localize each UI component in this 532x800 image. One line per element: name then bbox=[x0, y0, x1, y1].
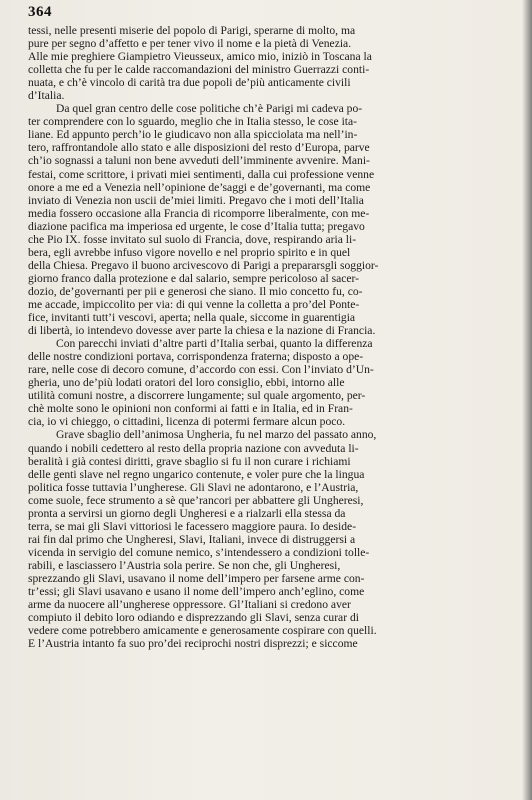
text-line: terra, se mai gli Slavi vittoriosi le facessero maggiore paura. Io deside- bbox=[28, 519, 357, 533]
text-line: fice, invitanti tutt’i vescovi, aperta; nella quale, siccome in guarentigia bbox=[28, 311, 356, 325]
text-line: d’Italia. bbox=[28, 89, 65, 103]
text-line: onore a me ed a Venezia nell’opinione de’saggi e de’governanti, ma come bbox=[28, 180, 371, 194]
text-line: Con parecchi inviati d’altre parti d’Italia serbai, quanto la differenza bbox=[56, 337, 373, 351]
text-line: tr’essi; gli Slavi usavano e usano il nome dell’impero anch’eglino, come bbox=[28, 585, 365, 599]
text-line: gheria, uno de’più lodati oratori del loro consiglio, ebbi, intorno alle bbox=[28, 376, 345, 390]
text-line: rabili, e lasciassero l’Austria sola perire. Se non che, gli Ungheresi, bbox=[28, 558, 341, 572]
text-line: chè molte sono le opinioni non conformi ai fatti e in Italia, ed in Fran- bbox=[28, 402, 353, 416]
text-line: di libertà, io intendevo dovesse aver parte la chiesa e la nazione di Francia. bbox=[28, 324, 376, 338]
text-line: cia, io vi chieggo, o cittadini, licenza di potermi fermare alcun poco. bbox=[28, 415, 346, 429]
text-line: nuata, e ch’è vincolo di carità tra due popoli de’più anticamente civili bbox=[28, 76, 351, 90]
text-line: della Chiesa. Pregavo il buono arcivescovo di Parigi a prepararsgli soggior- bbox=[28, 258, 379, 272]
text-line: vedere come potrebbero amicamente e generosamente cospirare con quelli. bbox=[28, 624, 377, 638]
text-line: Da quel gran centro delle cose politiche ch’è Parigi mi cadeva po- bbox=[56, 102, 363, 116]
text-line: media fossero occasione alla Francia di ricomporre liberalmente, con me- bbox=[28, 206, 370, 220]
text-line: colletta che fu per le calde raccomandazioni del ministro Guerrazzi conti- bbox=[28, 63, 370, 77]
page-number: 364 bbox=[28, 4, 52, 20]
text-line: inviato di Venezia non uscii de’miei limiti. Pregavo che i moti dell’Italia bbox=[28, 193, 364, 207]
text-line: diazione pacifica ma imperiosa ed urgente, le cose d’Italia tutta; pregavo bbox=[28, 219, 365, 233]
text-line: liane. Ed appunto perch’io le giudicavo non alla spicciolata ma nell’in- bbox=[28, 128, 358, 142]
page-text bbox=[28, 6, 504, 650]
text-line: arme da nuocere all’ungherese oppressore. Gl’Italiani si credono aver bbox=[28, 598, 351, 612]
text-line: rai fin dal primo che Ungheresi, Slavi, Italiani, invece di distruggersi a bbox=[28, 532, 356, 546]
text-line: pronta a servirsi un giorno degli Ungheresi e a rialzarli ella stessa da bbox=[28, 506, 346, 520]
text-line: compiuto il debito loro odiando e disprezzando gli Slavi, senza curar di bbox=[28, 611, 359, 625]
text-line: vicenda in servigio del comune nemico, s’intendessero a condizioni tolle- bbox=[28, 545, 370, 559]
page-gutter-shadow bbox=[522, 0, 532, 800]
text-line: come suole, fece strumento a sè que’rancori per abbattere gli Ungheresi, bbox=[28, 493, 364, 507]
text-line: delle nostre condizioni portava, corrispondenza fraterna; disposto a ope- bbox=[28, 350, 364, 364]
text-line: Alle mie preghiere Giampietro Vieusseux, amico mio, iniziò in Toscana la bbox=[28, 50, 372, 64]
text-line: delle genti slave nel regno ungarico contenute, e voler pure che la lingua bbox=[28, 467, 365, 481]
text-line: politica fosse tuttavia l’ungherese. Gli Slavi ne adontarono, e l’Austria, bbox=[28, 480, 359, 494]
text-line: E l’Austria intanto fa suo pro’dei reciprochi nostri disprezzi; e siccome bbox=[28, 637, 358, 651]
text-line: utilità comuni nostre, a discorrere lungamente; sul quale argomento, per- bbox=[28, 389, 366, 403]
text-line: rare, nelle cose di decoro comune, d’accordo con essi. Con l’inviato d’Un- bbox=[28, 363, 374, 377]
text-line: beralità i già contesi diritti, grave sbaglio si fu il non curare i richiami bbox=[28, 454, 351, 468]
text-line: giorno franco dalla protezione e dal salario, sempre pericoloso al sacer- bbox=[28, 271, 360, 285]
text-line: Grave sbaglio dell’animosa Ungheria, fu nel marzo del passato anno, bbox=[56, 428, 377, 442]
text-line: pure per segno d’affetto e per tener vivo il nome e la pietà di Venezia. bbox=[28, 37, 352, 51]
text-line: bera, egli avrebbe infuso vigore novello e nel proprio spirito e in quel bbox=[28, 245, 351, 259]
text-line: tero, raffrontandole allo stato e alle disposizioni del resto d’Europa, parve bbox=[28, 141, 370, 155]
text-line: sprezzando gli Slavi, usavano il nome dell’impero per farsene arme con- bbox=[28, 571, 365, 585]
body-text bbox=[28, 24, 504, 650]
page-header bbox=[28, 6, 504, 24]
text-line: quando i nobili cedettero al resto della propria nazione con avveduta li- bbox=[28, 441, 359, 455]
text-line: festai, come scrittore, i privati miei sentimenti, dalla cui professione venne bbox=[28, 167, 375, 181]
text-line: dozio, de’governanti per pii e generosi che siano. Il mio concetto fu, co- bbox=[28, 284, 363, 298]
text-line: ter comprendere con lo sguardo, meglio che in Italia stesso, le cose ita- bbox=[28, 115, 358, 129]
text-line: me accade, impiccolito per via: di qui venne la colletta a pro’del Ponte- bbox=[28, 297, 360, 311]
text-line: tessi, nelle presenti miserie del popolo di Parigi, sperarne di molto, ma bbox=[28, 24, 356, 37]
text-line: ch’io sognassi a taluni non bene avveduti dell’imminente avvenire. Mani- bbox=[28, 154, 370, 168]
text-line: che Pio IX. fosse invitato sul suolo di Francia, dove, respirando aria li- bbox=[28, 232, 357, 246]
